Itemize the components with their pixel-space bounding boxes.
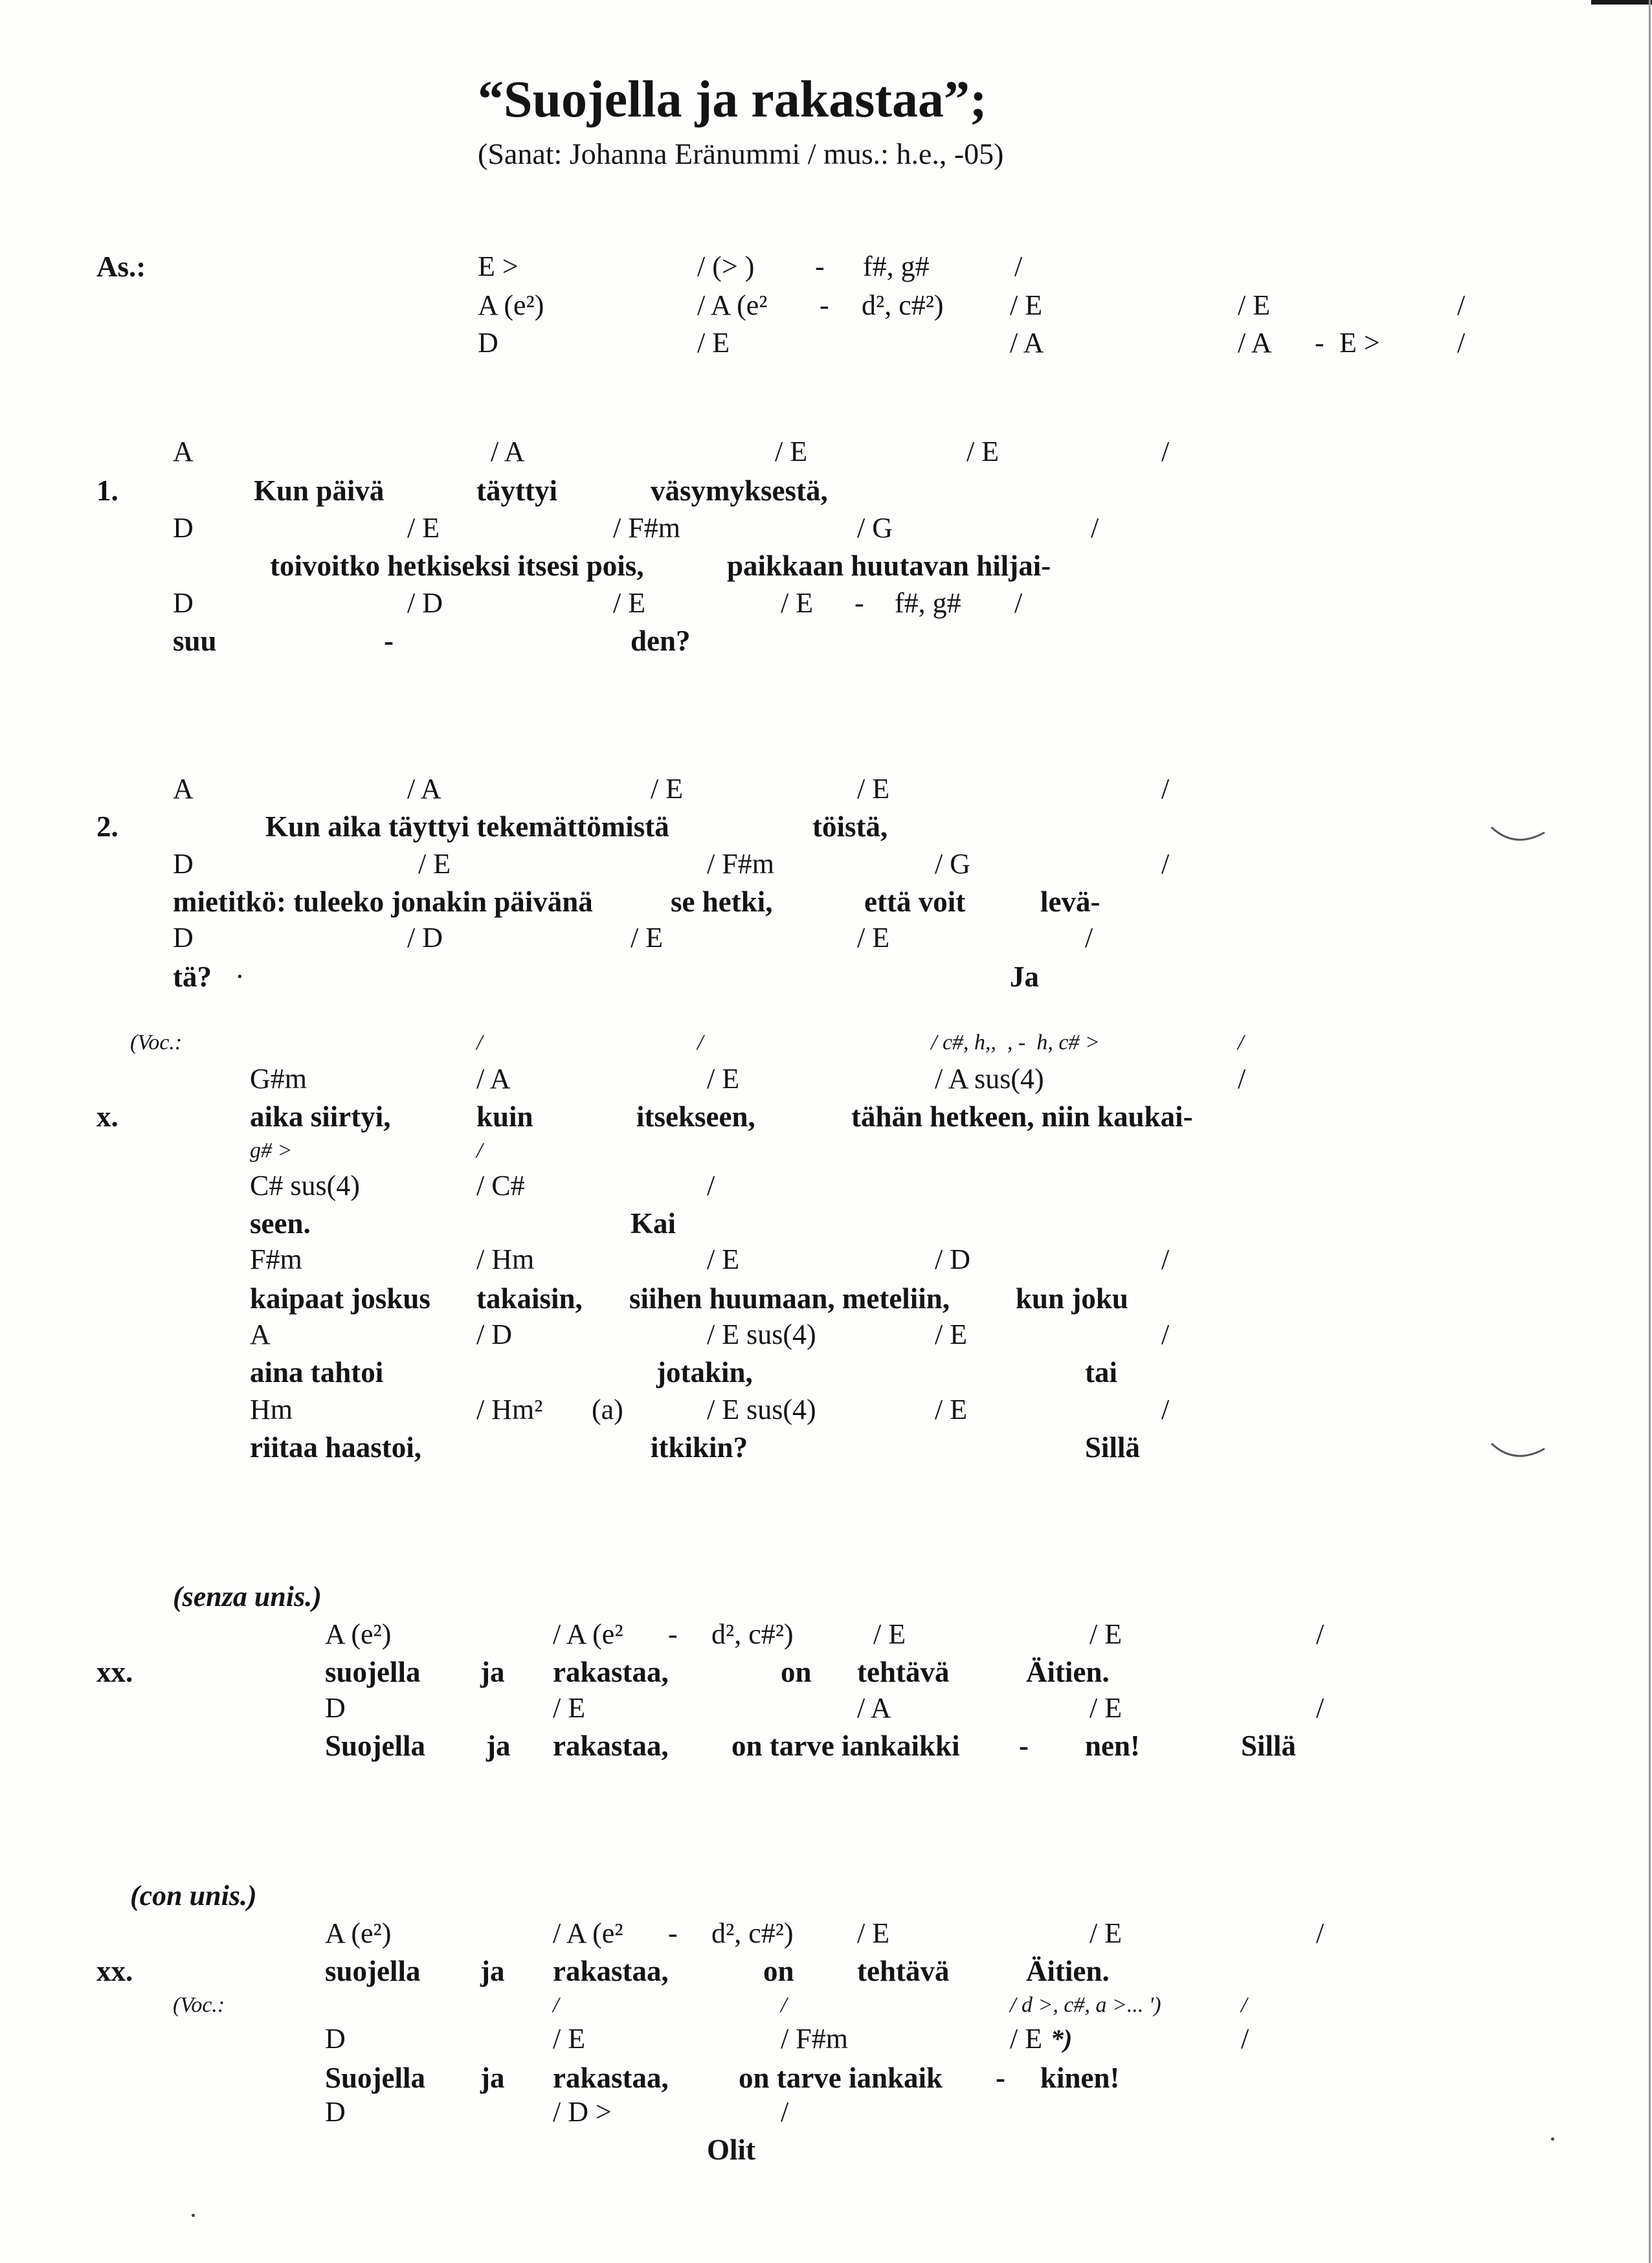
chord-symbol: / C# — [476, 1170, 525, 1201]
chord-symbol: / G — [857, 512, 893, 544]
chord-symbol: / E — [935, 1394, 968, 1425]
bar-line: / — [1241, 1993, 1247, 2017]
lyric-text: ja — [480, 1656, 505, 1688]
bar-line: / — [1091, 512, 1099, 544]
chord-symbol: f#, g# — [895, 587, 961, 619]
lyric-text: Ja — [1010, 961, 1039, 993]
lyric-text: levä- — [1040, 886, 1100, 918]
lyric-text: ja — [486, 1730, 511, 1762]
chord-symbol: / G — [935, 848, 970, 880]
lyric-text: Kun päivä — [254, 474, 385, 507]
chord-symbol: A — [173, 773, 194, 805]
section-label-con-unis: (con unis.) — [130, 1880, 257, 1912]
lyric-text: suojella — [325, 1955, 421, 1987]
chord-symbol: / A (e² — [697, 289, 768, 321]
chord-symbol: / E — [1010, 2023, 1043, 2055]
lyric-text: kun joku — [1016, 1282, 1128, 1315]
lyric-text: rakastaa, — [553, 1730, 669, 1762]
lyric-text: aika siirtyi, — [250, 1100, 391, 1133]
lyric-text: aina tahtoi — [250, 1356, 384, 1388]
lyric-text: rakastaa, — [553, 2062, 669, 2094]
lyric-text: ja — [480, 1955, 505, 1987]
chord-symbol: / E — [857, 922, 890, 953]
chord-symbol: / D > — [553, 2096, 612, 2128]
lyric-text: siihen huumaan, meteliin, — [629, 1282, 950, 1315]
vocal-note: g# > — [250, 1139, 293, 1163]
bar-line: / — [476, 1031, 483, 1054]
lyric-text: kuin — [476, 1100, 533, 1133]
lyric-text: täyttyi — [476, 474, 557, 507]
lyric-text: Äitien. — [1026, 1656, 1110, 1688]
lyric-text: töistä, — [812, 810, 888, 843]
chord-symbol: d², c#²) — [711, 1618, 794, 1650]
lyric-text: itsekseen, — [636, 1100, 755, 1133]
lyric-text: Olit — [707, 2134, 755, 2166]
chord-symbol: A (e²) — [325, 1917, 392, 1949]
chord-symbol: / A — [1238, 327, 1272, 359]
lyric-text: väsymyksestä, — [651, 474, 828, 507]
chord-symbol: / E — [631, 922, 664, 953]
chord-symbol: / E — [873, 1618, 906, 1650]
chord-symbol: / D — [407, 922, 443, 953]
lyric-text: Kai — [631, 1207, 676, 1240]
chord-symbol: / E — [857, 1917, 890, 1949]
lyric-text: mietitkö: tuleeko jonakin päivänä — [173, 886, 593, 918]
chord-symbol: / A — [491, 436, 525, 467]
vocal-note: (Voc.: — [130, 1031, 183, 1054]
verse-number: xx. — [96, 1656, 133, 1688]
chord-symbol: / A — [476, 1063, 511, 1095]
lyric-text: että voit — [864, 886, 966, 918]
chord-symbol: A (e²) — [325, 1618, 392, 1650]
lyric-text: tehtävä — [857, 1955, 950, 1987]
lyric-text: kaipaat joskus — [250, 1282, 430, 1315]
chord-symbol: / D — [407, 587, 443, 619]
chord-symbol: A (e²) — [478, 289, 544, 321]
chord-symbol: / E — [775, 436, 808, 467]
chord-symbol: / A — [1010, 327, 1044, 359]
lyric-text: on tarve iankaik — [739, 2062, 943, 2094]
lyric-text: Suojella — [325, 2062, 426, 2094]
chord-symbol: D — [478, 327, 498, 359]
lyric-text: on — [781, 1656, 812, 1688]
stray-dot: · — [235, 961, 245, 992]
bar-line: / — [707, 1170, 715, 1201]
chord-symbol: / E sus(4) — [707, 1394, 816, 1425]
lyric-text: on — [763, 1955, 794, 1987]
chord-symbol: / F#m — [707, 848, 774, 880]
chord-transition-dash: - — [820, 289, 829, 321]
bar-line: / — [1316, 1917, 1324, 1949]
song-title: “Suojella ja rakastaa”; — [478, 71, 987, 128]
chord-symbol: / E sus(4) — [707, 1319, 816, 1350]
vocal-note: / c#, h,, , - h, c# > — [931, 1031, 1100, 1054]
chord-symbol: / E — [966, 436, 999, 467]
bar-line: / — [1161, 1319, 1170, 1350]
chord-symbol: / Hm² — [476, 1394, 543, 1425]
lyric-text: paikkaan huutavan hiljai- — [727, 550, 1051, 582]
chord-symbol: / A — [857, 1692, 891, 1724]
scan-dot — [1551, 2137, 1554, 2141]
chord-symbol: A — [173, 436, 194, 467]
lyric-text: Kun aika täyttyi tekemättömistä — [265, 810, 669, 843]
verse-number: x. — [96, 1100, 118, 1133]
bar-line: / — [1161, 1394, 1170, 1425]
chord-symbol: D — [325, 2023, 346, 2055]
chord-transition-dash: - — [668, 1618, 678, 1650]
lyric-hyphen: - — [1019, 1730, 1029, 1762]
lyric-text: tä? — [173, 961, 212, 993]
chord-symbol: d², c#²) — [862, 289, 944, 321]
chord-symbol: E > — [1339, 327, 1380, 359]
bar-line: / — [781, 1993, 787, 2017]
scan-mark — [1489, 822, 1547, 848]
lyric-text: itkikin? — [651, 1431, 748, 1464]
chord-symbol: E > — [478, 251, 519, 282]
chord-symbol: D — [173, 848, 194, 880]
bar-line: / — [1161, 773, 1170, 805]
bar-line: / — [1014, 587, 1023, 619]
lyric-text: se hetki, — [671, 886, 773, 918]
lyric-text: Suojella — [325, 1730, 426, 1762]
scan-edge-line — [1591, 0, 1652, 5]
bar-line: / — [1161, 848, 1170, 880]
chord-transition-dash: - — [1315, 327, 1324, 359]
chord-symbol: / A sus(4) — [935, 1063, 1044, 1095]
chord-symbol: / (> ) — [697, 251, 755, 282]
chord-symbol: / E — [418, 848, 451, 880]
lyric-text: nen! — [1085, 1730, 1141, 1762]
lyric-text: tehtävä — [857, 1656, 950, 1688]
vocal-note: (Voc.: — [173, 1993, 225, 2017]
chord-symbol: f#, g# — [863, 251, 930, 282]
chord-symbol: / E — [707, 1063, 740, 1095]
verse-number: xx. — [96, 1955, 133, 1987]
lyric-hyphen: - — [384, 625, 394, 657]
lyric-text: rakastaa, — [553, 1656, 669, 1688]
chord-annotation: (a) — [592, 1394, 623, 1425]
chord-symbol: F#m — [250, 1243, 302, 1275]
lyric-text: Sillä — [1085, 1431, 1141, 1464]
chord-symbol: / E — [1089, 1917, 1122, 1949]
chord-transition-dash: - — [815, 251, 825, 282]
footnote-marker: *) — [1051, 2024, 1073, 2053]
chord-symbol: / A (e² — [553, 1917, 623, 1949]
chord-transition-dash: - — [854, 587, 864, 619]
lyric-text: takaisin, — [476, 1282, 583, 1315]
chord-symbol: / A (e² — [553, 1618, 623, 1650]
chord-symbol: / D — [476, 1319, 512, 1350]
bar-line: / — [1085, 922, 1093, 953]
chord-transition-dash: - — [668, 1917, 678, 1949]
chord-symbol: / E — [857, 773, 890, 805]
section-label-senza-unis: (senza unis.) — [173, 1581, 322, 1612]
lyric-text: den? — [631, 625, 691, 657]
chord-symbol: / E — [651, 773, 684, 805]
lyric-text: rakastaa, — [553, 1955, 669, 1987]
chord-symbol: D — [325, 1692, 346, 1724]
chord-symbol: / E — [407, 512, 440, 544]
bar-line: / — [781, 2096, 789, 2128]
lyric-hyphen: - — [996, 2062, 1005, 2094]
lyric-text: jotakin, — [656, 1356, 753, 1388]
chord-symbol: / E — [781, 587, 814, 619]
chord-symbol: / F#m — [781, 2023, 848, 2055]
bar-line: / — [1238, 1031, 1244, 1054]
bar-line: / — [1161, 1243, 1170, 1275]
chord-symbol: / E — [935, 1319, 968, 1350]
chord-symbol: / E — [1010, 289, 1043, 321]
lyric-text: riitaa haastoi, — [250, 1431, 421, 1464]
chord-symbol: C# sus(4) — [250, 1170, 360, 1201]
bar-line: / — [1316, 1618, 1324, 1650]
lyric-text: Sillä — [1241, 1730, 1297, 1762]
chord-symbol: / E — [613, 587, 646, 619]
chord-symbol: G#m — [250, 1063, 307, 1095]
bar-line: / — [1161, 436, 1170, 467]
bar-line: / — [553, 1993, 559, 2017]
scan-dot — [192, 2214, 195, 2217]
lyric-text: kinen! — [1040, 2062, 1120, 2094]
chord-symbol: / E — [707, 1243, 740, 1275]
lyric-text: seen. — [250, 1207, 311, 1240]
bar-line: / — [1457, 327, 1466, 359]
lyric-text: suu — [173, 625, 217, 657]
bar-line: / — [1457, 289, 1466, 321]
lyric-text: tähän hetkeen, niin kaukai- — [851, 1100, 1193, 1133]
lyric-text: tai — [1085, 1356, 1117, 1388]
lyric-text: suojella — [325, 1656, 421, 1688]
verse-number: 2. — [96, 810, 118, 843]
chord-symbol: D — [325, 2096, 346, 2128]
chord-symbol: d², c#²) — [711, 1917, 794, 1949]
bar-line: / — [1014, 251, 1023, 282]
chord-symbol: / E — [553, 1692, 586, 1724]
vocal-note: / d >, c#, a >... ') — [1010, 1993, 1161, 2017]
chord-symbol: D — [173, 512, 194, 544]
lyric-text: toivoitko hetkiseksi itsesi pois, — [270, 550, 644, 582]
chord-symbol: / F#m — [613, 512, 680, 544]
chord-symbol: / E — [553, 2023, 586, 2055]
lyric-text: ja — [480, 2062, 505, 2094]
bar-line: / — [1238, 1063, 1246, 1095]
lyric-text: on tarve iankaikki — [731, 1730, 960, 1762]
chord-symbol: / E — [1089, 1692, 1122, 1724]
chord-symbol: / E — [1238, 289, 1271, 321]
verse-number: 1. — [96, 474, 118, 507]
bar-line: / — [476, 1139, 483, 1163]
chord-symbol: / E — [1089, 1618, 1122, 1650]
scan-page-edge — [1649, 0, 1651, 2263]
chord-symbol: / E — [697, 327, 730, 359]
lyric-text: Äitien. — [1026, 1955, 1110, 1987]
chord-symbol: Hm — [250, 1394, 293, 1425]
chord-symbol: A — [250, 1319, 271, 1350]
chord-symbol: D — [173, 922, 194, 953]
section-label-intro: As.: — [96, 251, 146, 283]
bar-line: / — [697, 1031, 704, 1054]
chord-symbol: / Hm — [476, 1243, 535, 1275]
chord-symbol: / D — [935, 1243, 970, 1275]
chord-symbol: / A — [407, 773, 441, 805]
bar-line: / — [1241, 2023, 1249, 2055]
scan-mark — [1489, 1438, 1547, 1464]
bar-line: / — [1316, 1692, 1324, 1724]
chord-symbol: D — [173, 587, 194, 619]
song-credits: (Sanat: Johanna Eränummi / mus.: h.e., -05) — [478, 137, 1004, 170]
